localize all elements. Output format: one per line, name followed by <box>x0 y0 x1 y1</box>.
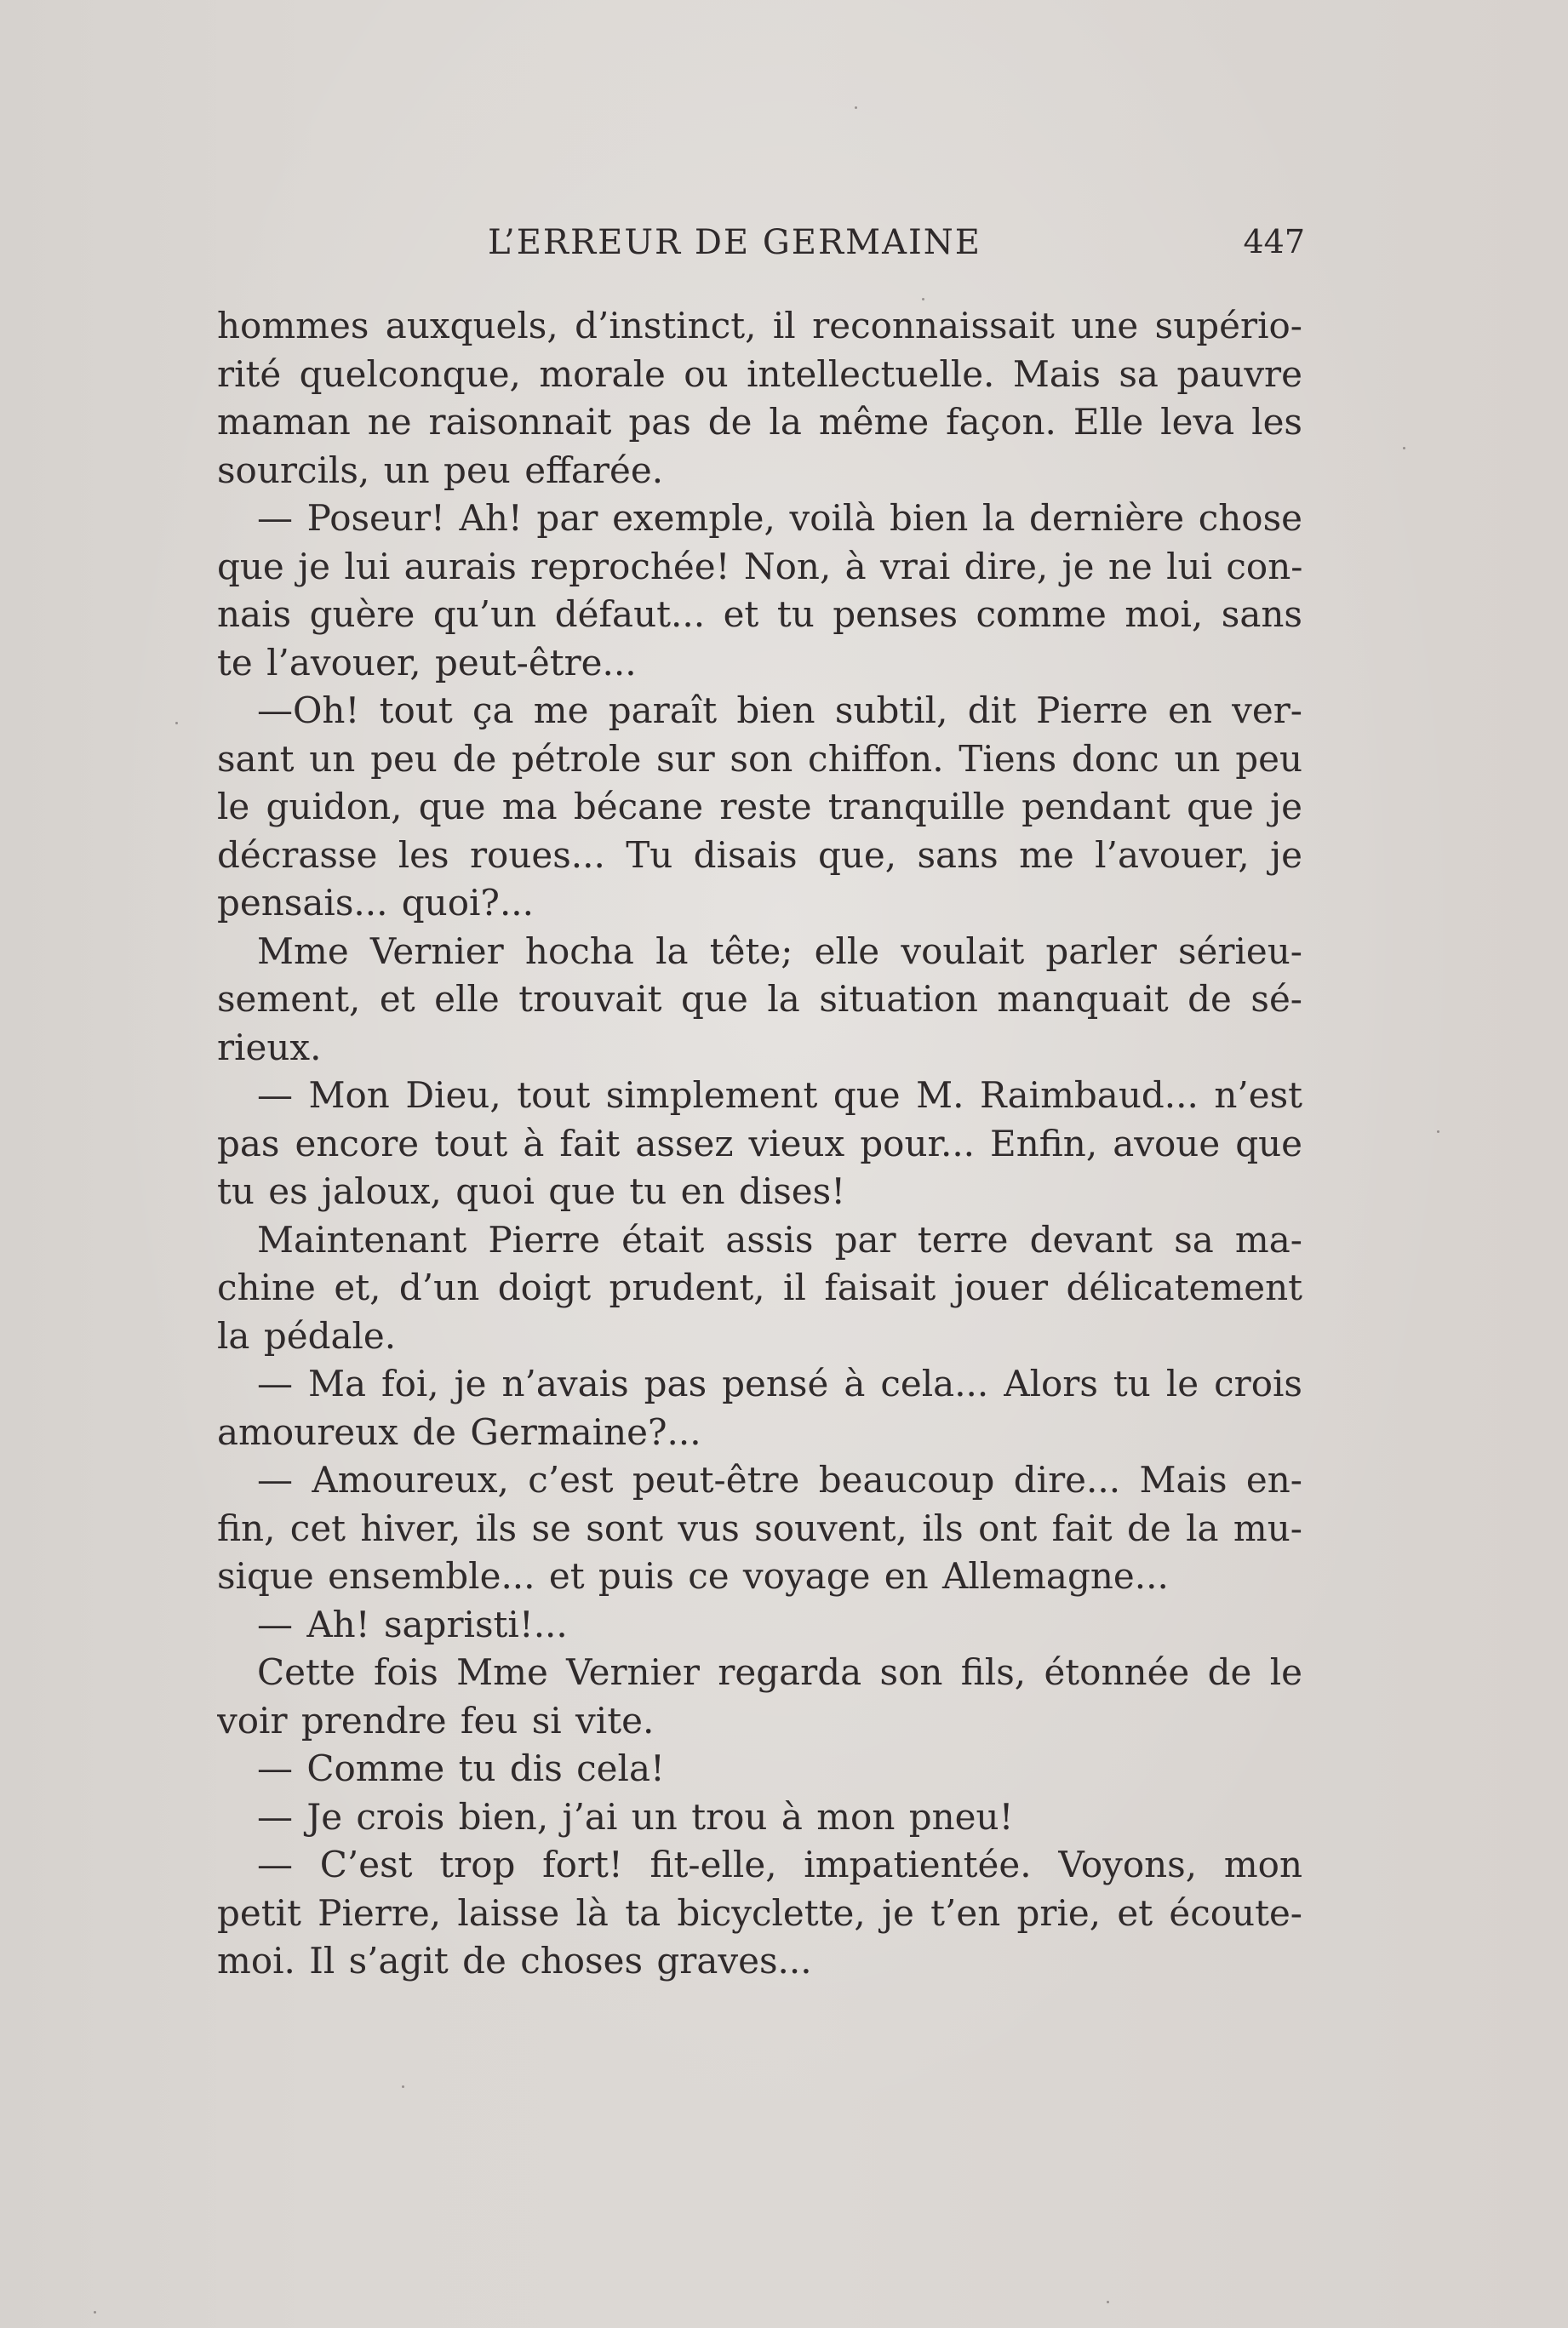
text-line: amoureux de Germaine?... <box>217 1410 701 1453</box>
text-line: sourcils, un peu effarée. <box>217 449 664 491</box>
paper-speck <box>175 722 178 724</box>
text-line: — Je crois bien, j’ai un trou à mon pneu! <box>257 1795 1014 1838</box>
text-line: — Ah! sapristi!... <box>257 1603 568 1645</box>
text-line: chine et, d’un doigt prudent, il faisait jouer délicatement <box>217 1267 1302 1308</box>
page-number: 447 <box>1243 223 1305 260</box>
text-line: tu es jaloux, quoi que tu en dises! <box>217 1170 846 1212</box>
text-line: — C’est trop fort! fit-elle, impatientée. Voyons, mon <box>257 1844 1302 1885</box>
text-line: voir prendre feu si vite. <box>217 1699 655 1742</box>
text-line: —Oh! tout ça me paraît bien subtil, dit Pierre en ver- <box>257 689 1302 731</box>
text-line: — Comme tu dis cela! <box>257 1747 665 1789</box>
text-line: rité quelconque, morale ou intellectuelle. Mais sa pauvre <box>217 352 1302 395</box>
text-line: la pédale. <box>217 1314 397 1357</box>
text-line: sement, et elle trouvait que la situation manquait de sé- <box>217 978 1302 1020</box>
text-line: — Poseur! Ah! par exemple, voilà bien la dernière chose <box>257 497 1302 539</box>
text-line: sique ensemble... et puis ce voyage en Allemagne... <box>217 1555 1169 1597</box>
text-line: petit Pierre, laisse là ta bicyclette, je t’en prie, et écoute- <box>217 1891 1302 1934</box>
paper-speck <box>1403 447 1405 449</box>
text-line: — Amoureux, c’est peut-être beaucoup dire... Mais en- <box>257 1459 1302 1501</box>
text-line: — Ma foi, je n’avais pas pensé à cela... Alors tu le crois <box>257 1363 1302 1404</box>
text-line: pensais... quoi?... <box>217 882 534 924</box>
text-line: moi. Il s’agit de choses graves... <box>217 1940 812 1982</box>
text-line: pas encore tout à fait assez vieux pour... Enfin, avoue que <box>217 1122 1302 1164</box>
text-line: fin, cet hiver, ils se sont vus souvent, ils ont fait de la mu- <box>217 1507 1302 1549</box>
paper-speck <box>402 2085 404 2088</box>
text-line: Cette fois Mme Vernier regarda son fils, étonnée de le <box>257 1651 1302 1693</box>
text-line: que je lui aurais reprochée! Non, à vrai dire, je ne lui con- <box>217 545 1302 587</box>
text-line: Mme Vernier hocha la tête; elle voulait parler sérieu- <box>257 929 1302 972</box>
page-header <box>220 223 1305 276</box>
text-line: te l’avouer, peut-être... <box>217 641 637 684</box>
text-line: — Mon Dieu, tout simplement que M. Raimbaud... n’est <box>257 1074 1302 1116</box>
paper-speck <box>1107 2301 1109 2303</box>
text-line: le guidon, que ma bécane reste tranquille pendant que je <box>217 786 1302 827</box>
text-line: Maintenant Pierre était assis par terre devant sa ma- <box>257 1218 1302 1261</box>
paper-speck <box>922 298 924 300</box>
text-line: hommes auxquels, d’instinct, il reconnaissait une supério- <box>217 305 1302 346</box>
running-title: L’ERREUR DE GERMAINE <box>488 223 981 262</box>
text-line: nais guère qu’un défaut... et tu penses comme moi, sans <box>217 593 1302 635</box>
text-line: décrasse les roues... Tu disais que, sans me l’avouer, je <box>217 833 1302 876</box>
text-line: sant un peu de pétrole sur son chiffon. Tiens donc un peu <box>217 737 1302 780</box>
paper-speck <box>94 2311 96 2314</box>
text-line: maman ne raisonnait pas de la même façon. Elle leva les <box>217 401 1302 443</box>
body-text <box>217 302 1302 1986</box>
text-line: rieux. <box>217 1026 322 1068</box>
paper-speck <box>855 106 857 109</box>
paper-speck <box>1437 1130 1439 1133</box>
